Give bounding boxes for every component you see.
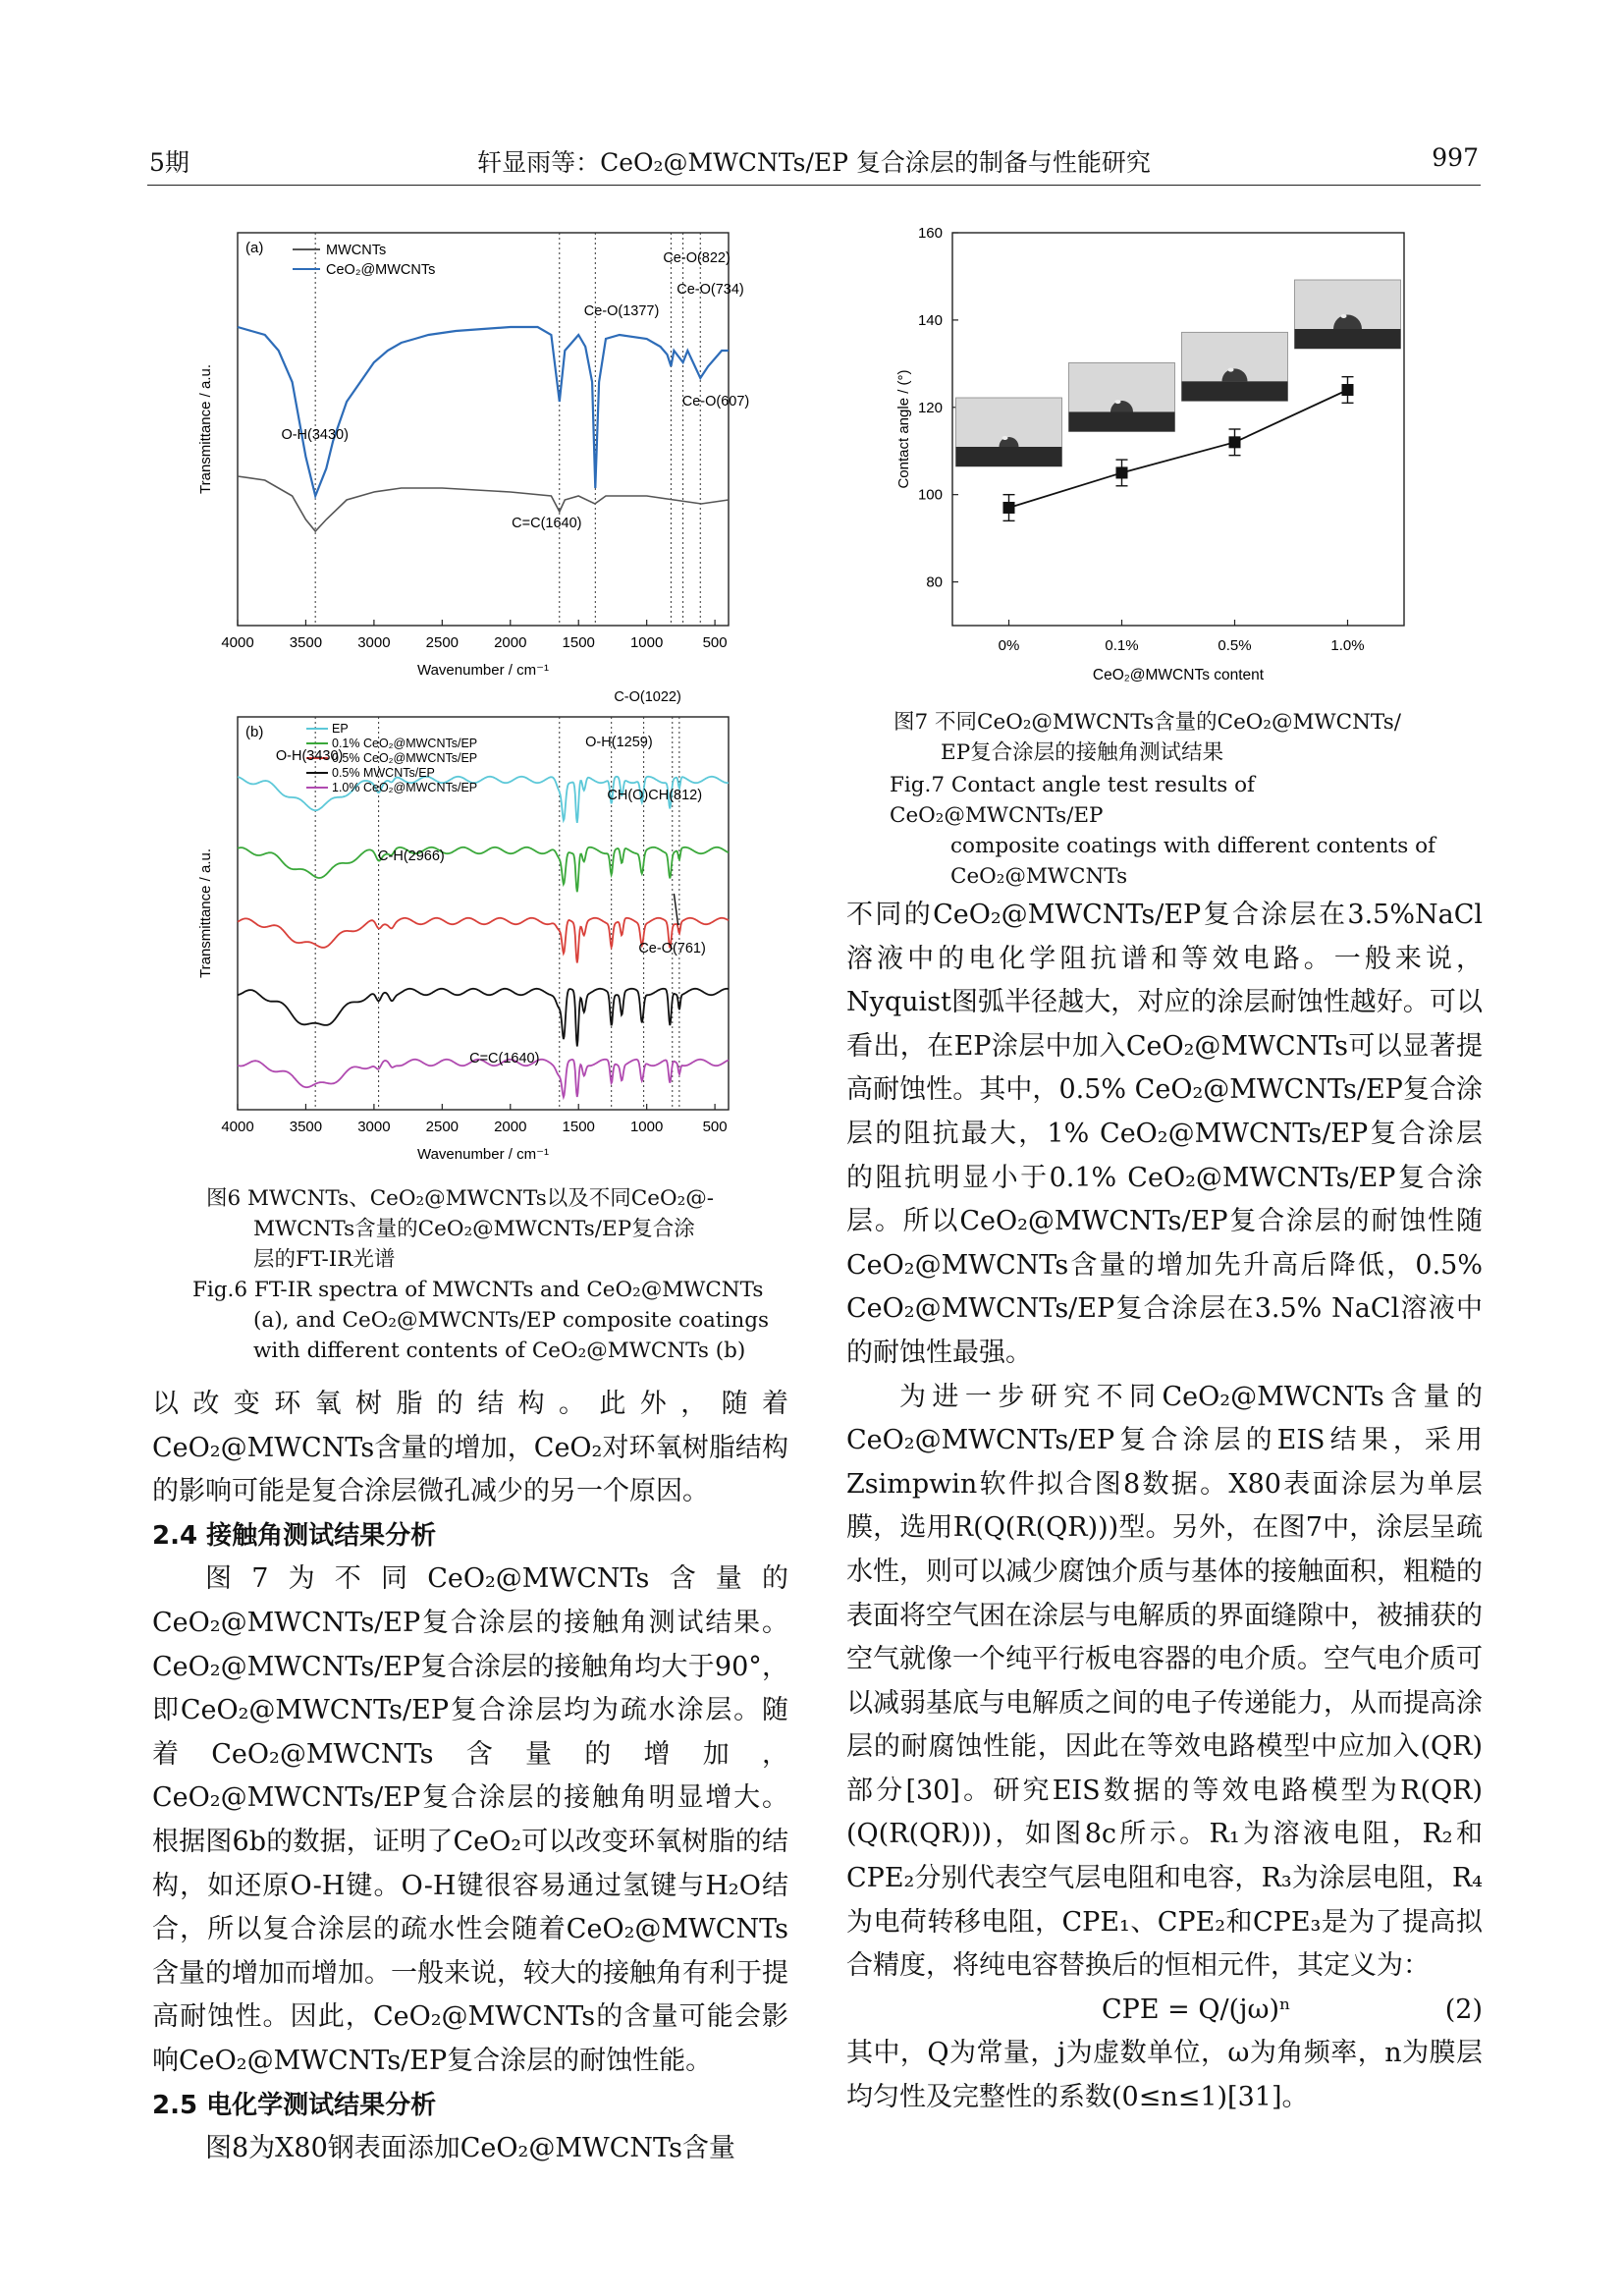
panel-label: (b) bbox=[245, 724, 264, 740]
y-tick-label: 100 bbox=[917, 486, 943, 504]
legend-label: 0.5% CeO₂@MWCNTs/EP bbox=[332, 751, 478, 765]
fig6-caption-en-3: with different contents of CeO₂@MWCNTs (b) bbox=[253, 1339, 746, 1363]
section-heading-2-5: 2.5 电化学测试结果分析 bbox=[152, 2090, 437, 2120]
peak-label: O-H(1259) bbox=[585, 735, 653, 750]
fig7-caption-cn-1: 图7 不同CeO₂@MWCNTs含量的CeO₂@MWCNTs/ bbox=[893, 710, 1401, 735]
left-column-text bbox=[152, 1383, 788, 2171]
x-tick-label: 1500 bbox=[562, 1119, 595, 1135]
spectrum-line bbox=[238, 327, 729, 496]
fig6-caption-cn-1: 图6 MWCNTs、CeO₂@MWCNTs以及不同CeO₂@- bbox=[206, 1186, 714, 1211]
data-point bbox=[1003, 502, 1015, 514]
y-axis-label: Transmittance / a.u. bbox=[197, 364, 214, 494]
paragraph: 为进一步研究不同CeO₂@MWCNTs含量的CeO₂@MWCNTs/EP复合涂层的EIS结果，采用Zsimpwin软件拟合图8数据。X80表面涂层为单层膜，选用R(Q(R(QR)))型。另外，在图7中，涂层呈疏水性，则可以减少腐蚀介质与基体的接触面积，粗糙的表面将空气困在涂层与电解质的界面缝隙中，被捕获的空气就像一个纯平行板电容器的电介质。空气电介质可以减弱基底与电解质之间的电子传递能力，从而提高涂层的耐腐蚀性能，因此在等效电路模型中应加入(QR)部分[30]。研究EIS数据的等效电路模型为R(QR)(Q(R(QR)))，如图8c所示。R₁为溶液电阻，R₂和CPE₂分别代表空气层电阻和电容，R₃为涂层电阻，R₄为电荷转移电阻，CPE₁、CPE₂和CPE₃是为了提高拟合精度，将纯电容替换后的恒相元件，其定义为： bbox=[846, 1381, 1483, 1982]
x-tick-label: 2500 bbox=[425, 634, 460, 651]
x-tick-label: 500 bbox=[702, 1119, 728, 1135]
issue-number: 5期 bbox=[149, 148, 189, 177]
figure-7-caption bbox=[893, 707, 1453, 768]
y-tick-label: 80 bbox=[926, 574, 943, 591]
paragraph: 以改变环氧树脂的结构。此外，随着CeO₂@MWCNTs含量的增加，CeO₂对环氧树脂结构的影响可能是复合涂层微孔减少的另一个原因。 bbox=[152, 1389, 788, 1507]
fig7-caption-en-2: composite coatings with different contents of bbox=[950, 834, 1435, 858]
droplet-highlight bbox=[1002, 436, 1008, 440]
peak-label: Ce-O(761) bbox=[638, 941, 706, 957]
figure-6b bbox=[187, 689, 756, 1176]
x-axis-label: CeO₂@MWCNTs content bbox=[1092, 667, 1265, 683]
running-title: 轩显雨等：CeO₂@MWCNTs/EP 复合涂层的制备与性能研究 bbox=[477, 148, 1151, 177]
x-tick-label: 1500 bbox=[562, 634, 595, 651]
right-column-text bbox=[846, 894, 1483, 2120]
x-tick-label: 1000 bbox=[629, 1119, 664, 1135]
droplet-photo bbox=[1182, 332, 1288, 401]
equation-number: (2) bbox=[1444, 1994, 1483, 2025]
fig6-caption-en-1: Fig.6 FT-IR spectra of MWCNTs and CeO₂@MWCNTs bbox=[192, 1278, 764, 1302]
droplet-highlight bbox=[1115, 400, 1121, 404]
x-tick-label: 0.5% bbox=[1218, 637, 1252, 654]
paragraph: 不同的CeO₂@MWCNTs/EP复合涂层在3.5%NaCl溶液中的电化学阻抗谱和等效电路。一般来说，Nyquist图弧半径越大，对应的涂层耐蚀性越好。可以看出，在EP涂层中加入CeO₂@MWCNTs可以显著提高耐蚀性。其中，0.5% CeO₂@MWCNTs/EP复合涂层的阻抗最大，1% CeO₂@MWCNTs/EP复合涂层的阻抗明显小于0.1% CeO₂@MWCNTs/EP复合涂层。所以CeO₂@MWCNTs/EP复合涂层的耐蚀性随CeO₂@MWCNTs含量的增加先升高后降低，0.5% CeO₂@MWCNTs/EP复合涂层在3.5% NaCl溶液中的耐蚀性最强。 bbox=[846, 900, 1483, 1368]
x-tick-label: 2500 bbox=[425, 1119, 460, 1135]
substrate bbox=[956, 447, 1062, 466]
arrow-pointer bbox=[674, 894, 677, 925]
x-tick-label: 4000 bbox=[221, 1119, 254, 1135]
fig6-caption-cn-2: MWCNTs含量的CeO₂@MWCNTs/EP复合涂 bbox=[253, 1217, 695, 1241]
equation-2 bbox=[846, 1989, 1483, 2033]
y-tick-label: 120 bbox=[917, 399, 943, 416]
ftir-chart-b bbox=[187, 689, 756, 1176]
x-tick-label: 500 bbox=[702, 634, 728, 651]
contact-angle-chart bbox=[879, 221, 1448, 683]
x-axis-label: Wavenumber / cm⁻¹ bbox=[416, 662, 550, 679]
spectrum-line bbox=[238, 989, 729, 1047]
spectrum-line bbox=[238, 847, 729, 892]
paragraph: 图8为X80钢表面添加CeO₂@MWCNTs含量 bbox=[205, 2133, 735, 2164]
peak-label: Ce-O(607) bbox=[681, 394, 750, 410]
droplet-photo bbox=[1295, 280, 1401, 349]
x-tick-label: 1000 bbox=[629, 634, 664, 651]
substrate bbox=[1182, 381, 1288, 401]
ftir-chart-a bbox=[187, 221, 756, 692]
x-tick-label: 3000 bbox=[357, 1119, 391, 1135]
x-tick-label: 2000 bbox=[494, 634, 527, 651]
figure-6-caption-en bbox=[192, 1275, 772, 1366]
data-point bbox=[1342, 384, 1354, 396]
peak-label: C=C(1640) bbox=[469, 1051, 540, 1066]
peak-label: Ce-O(822) bbox=[663, 250, 731, 266]
x-tick-label: 0.1% bbox=[1105, 637, 1139, 654]
paragraph: 其中，Q为常量，j为虚数单位，ω为角频率，n为膜层均匀性及完整性的系数(0≤n≤1)[31]。 bbox=[846, 2038, 1483, 2113]
data-point bbox=[1116, 466, 1128, 478]
y-tick-label: 140 bbox=[917, 311, 943, 329]
figure-7-caption-en bbox=[890, 770, 1449, 892]
figure-6a bbox=[187, 221, 756, 692]
section-heading-2-4: 2.4 接触角测试结果分析 bbox=[152, 1520, 437, 1551]
x-tick-label: 1.0% bbox=[1330, 637, 1365, 654]
legend-label: MWCNTs bbox=[326, 243, 387, 258]
fig7-caption-cn-2: EP复合涂层的接触角测试结果 bbox=[941, 740, 1224, 765]
page-number: 997 bbox=[1432, 143, 1479, 172]
fig7-caption-en-3: CeO₂@MWCNTs bbox=[950, 864, 1128, 889]
y-axis-label: Contact angle / (°) bbox=[895, 369, 912, 489]
substrate bbox=[1069, 411, 1175, 431]
droplet-photo bbox=[1069, 362, 1175, 431]
legend-label: 1.0% CeO₂@MWCNTs/EP bbox=[332, 781, 478, 794]
peak-label: C-O(1022) bbox=[614, 689, 681, 705]
fig6-caption-en-2: (a), and CeO₂@MWCNTs/EP composite coatings bbox=[253, 1308, 770, 1333]
x-tick-label: 0% bbox=[998, 637, 1020, 654]
substrate bbox=[1295, 329, 1401, 349]
page-header bbox=[147, 136, 1481, 186]
droplet-photo bbox=[956, 398, 1062, 466]
x-tick-label: 3500 bbox=[289, 1119, 323, 1135]
legend-label: CeO₂@MWCNTs bbox=[326, 262, 436, 278]
peak-label: CH(O)CH(812) bbox=[607, 788, 703, 803]
legend-label: 0.1% CeO₂@MWCNTs/EP bbox=[332, 737, 478, 750]
x-tick-label: 2000 bbox=[494, 1119, 527, 1135]
equation-body: CPE = Q/(jω)ⁿ bbox=[1102, 1994, 1291, 2025]
peak-label: Ce-O(734) bbox=[677, 282, 744, 298]
peak-label: O-H(3430) bbox=[275, 748, 344, 764]
figure-6-caption bbox=[206, 1183, 756, 1275]
peak-label: C-H(2966) bbox=[378, 848, 445, 864]
legend-label: EP bbox=[332, 722, 349, 736]
droplet-highlight bbox=[1228, 368, 1234, 372]
peak-label: Ce-O(1377) bbox=[583, 303, 660, 319]
x-tick-label: 3000 bbox=[357, 634, 391, 651]
fig7-caption-en-1: Fig.7 Contact angle test results of CeO₂@MWCNTs/EP bbox=[890, 773, 1256, 828]
peak-label: O-H(3430) bbox=[281, 427, 349, 443]
paragraph: 图7为不同CeO₂@MWCNTs含量的CeO₂@MWCNTs/EP复合涂层的接触角测试结果。CeO₂@MWCNTs/EP复合涂层的接触角均大于90°，即CeO₂@MWCNTs/EP复合涂层均为疏水涂层。随着CeO₂@MWCNTs含量的增加，CeO₂@MWCNTs/EP复合涂层的接触角明显增大。根据图6b的数据，证明了CeO₂可以改变环氧树脂的结构，如还原O-H键。O-H键很容易通过氢键与H₂O结合，所以复合涂层的疏水性会随着CeO₂@MWCNTs含量的增加而增加。一般来说，较大的接触角有利于提高耐蚀性。因此，CeO₂@MWCNTs的含量可能会影响CeO₂@MWCNTs/EP复合涂层的耐蚀性能。 bbox=[152, 1563, 788, 2076]
data-point bbox=[1229, 436, 1241, 448]
figure-7 bbox=[879, 221, 1448, 683]
peak-label: C=C(1640) bbox=[512, 516, 582, 531]
panel-label: (a) bbox=[245, 240, 264, 256]
x-tick-label: 4000 bbox=[221, 634, 254, 651]
fig6-caption-cn-3: 层的FT-IR光谱 bbox=[253, 1247, 396, 1272]
spectrum-line bbox=[238, 476, 729, 531]
x-axis-label: Wavenumber / cm⁻¹ bbox=[416, 1146, 550, 1163]
droplet-highlight bbox=[1341, 314, 1347, 318]
x-tick-label: 3500 bbox=[289, 634, 323, 651]
y-tick-label: 160 bbox=[917, 225, 943, 242]
legend-label: 0.5% MWCNTs/EP bbox=[332, 766, 435, 780]
y-axis-label: Transmittance / a.u. bbox=[197, 848, 214, 978]
